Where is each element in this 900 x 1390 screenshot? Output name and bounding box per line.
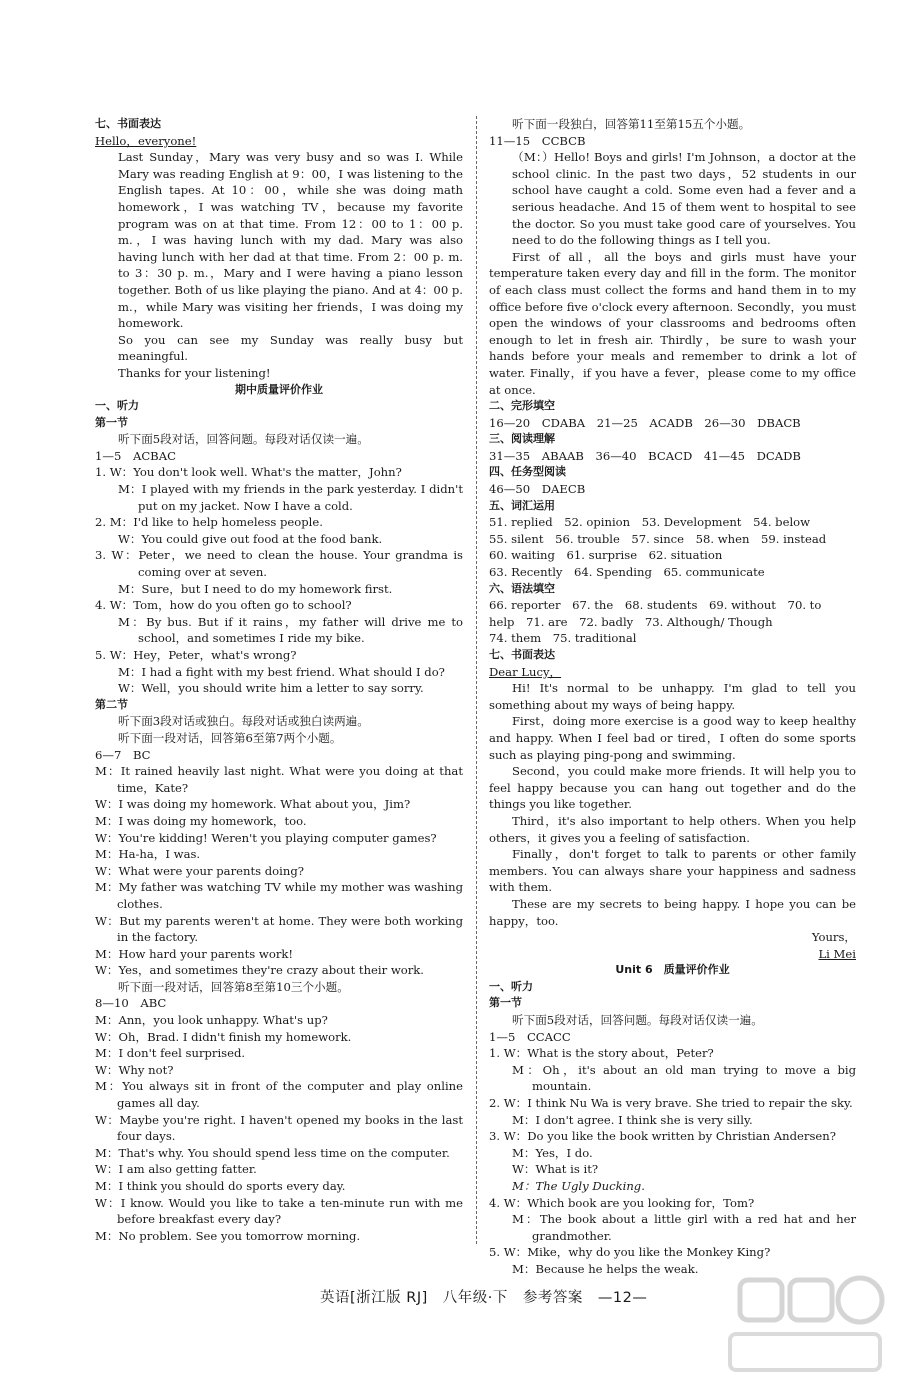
section-heading: 一、听力 xyxy=(95,399,139,413)
dialogue-line: M：Oh，it's about an old man trying to move a big mountain. xyxy=(512,1062,856,1094)
dialogue-line: M：Because he helps the weak. xyxy=(512,1261,699,1276)
letter-paragraph: First，doing more exercise is a good way to keep healthy and happy. When I feel bad or tired，I often do some sports such as playing ping-pong and swimming. xyxy=(489,714,856,762)
unit-title: Unit 6 质量评价作业 xyxy=(615,963,730,977)
dialogue-line: M：Ann，you look unhappy. What's up? xyxy=(95,1013,328,1028)
section-heading: 六、语法填空 xyxy=(489,581,555,595)
essay-text: Last Sunday，Mary was very busy and so was I. While Mary was reading English at 9：00，I was listening to the English tapes. At 10：00，while she was doing math homework，I was watching TV，because my favorite program was on at that time. From 12：00 to 1：00 p. m.，I was having lunch with my dad. Mary was also having lunch with her dad at that time. From 2：00 p. m. to 3：30 p. m.，Mary and I were having a piano lesson together. Both of us like playing the piano. And at 4：00 p. m.，while Mary was visiting her friends，I was doing my homework. xyxy=(118,150,463,331)
instruction: 听下面5段对话，回答问题。每段对话仅读一遍。 xyxy=(512,1013,763,1028)
dialogue-line: M：My father was watching TV while my mother was washing clothes. xyxy=(95,880,463,911)
letter-signature: Li Mei xyxy=(818,946,856,961)
answer-key: 31—35 ABAAB 36—40 BCACD 41—45 DCADB xyxy=(489,448,801,463)
dialogue-line: 1. W：What is the story about，Peter? xyxy=(489,1046,714,1061)
essay-paragraph xyxy=(95,332,463,365)
dialogue-line: 4. W：Which book are you looking for，Tom? xyxy=(489,1195,755,1210)
answer-key: 63. Recently 64. Spending 65. communicate xyxy=(489,565,765,580)
dialogue-line: M：It rained heavily last night. What were you doing at that time，Kate? xyxy=(95,764,463,795)
dialogue-line: 5. W：Mike，why do you like the Monkey King? xyxy=(489,1245,771,1260)
dialogue-line: M：I was doing my homework，too. xyxy=(95,813,307,828)
letter-paragraph: Third，it's also important to help others. When you help others，it gives you a feeling of satisfaction. xyxy=(489,813,856,845)
right-column xyxy=(489,116,856,1278)
answer-key: 1—5 CCACC xyxy=(489,1029,571,1044)
subsection-heading: 第一节 xyxy=(95,415,128,429)
dialogue-line: 5. W：Hey，Peter，what's wrong? xyxy=(95,648,297,662)
answer-key: 16—20 CDABA 21—25 ACADB 26—30 DBACB xyxy=(489,415,801,430)
dialogue-line: W：I am also getting fatter. xyxy=(95,1162,257,1177)
dialogue-line: M：I don't agree. I think she is very silly. xyxy=(512,1112,753,1127)
section-title: 期中质量评价作业 xyxy=(235,382,323,396)
instruction: 听下面5段对话，回答问题。每段对话仅读一遍。 xyxy=(118,432,369,447)
letter-paragraph: These are my secrets to being happy. I hope you can be happy，too. xyxy=(489,896,856,928)
letter-paragraph: Second，you could make more friends. It will help you to feel happy because you can hang out together and do the things you like together. xyxy=(489,764,856,812)
letter-paragraph: Hi! It's normal to be unhappy. I'm glad to tell you something about my ways of being happy. xyxy=(489,681,856,712)
dialogue-line: W：What is it? xyxy=(512,1162,599,1177)
page-footer: 英语[浙江版 RJ] 八年级·下 参考答案 —12— xyxy=(320,1290,648,1306)
dialogue-line: 3. W：Do you like the book written by Christian Andersen? xyxy=(489,1129,836,1144)
dialogue-line: M：By bus. But if it rains，my father will drive me to school，and sometimes I ride my bike. xyxy=(118,614,463,646)
dialogue-line: M：I played with my friends in the park yesterday. I didn't put on my jacket. Now I have a cold. xyxy=(118,482,463,513)
dialogue-line: W：Maybe you're right. I haven't opened my books in the last four days. xyxy=(95,1112,463,1144)
salutation: Hello，everyone! xyxy=(95,133,197,148)
answer-key: 46—50 DAECB xyxy=(489,482,586,497)
answer-key: 66. reporter 67. the 68. students 69. without 70. to xyxy=(489,598,822,613)
section-heading: 二、完形填空 xyxy=(489,399,555,413)
dialogue-line: W：Oh，Brad. I didn't finish my homework. xyxy=(95,1029,352,1044)
dialogue-line: 3. W：Peter，we need to clean the house. Your grandma is coming over at seven. xyxy=(95,548,463,580)
instruction: 听下面3段对话或独白。每段对话或独白读两遍。 xyxy=(118,714,369,729)
essay-closing: Thanks for your listening! xyxy=(118,365,271,380)
dialogue-line: M：The book about a little girl with a red hat and her grandmother. xyxy=(512,1212,856,1243)
dialogue-line: M：I don't feel surprised. xyxy=(95,1046,246,1061)
section-heading: 一、听力 xyxy=(489,979,533,993)
letter-closing: Yours， xyxy=(811,930,856,945)
answer-key: 60. waiting 61. surprise 62. situation xyxy=(489,548,723,563)
dialogue-line: M：Ha-ha，I was. xyxy=(95,847,201,862)
dialogue-line: W：Why not? xyxy=(95,1062,174,1077)
left-column xyxy=(95,116,463,1244)
essay-text: So you can see my Sunday was really busy but meaningful. xyxy=(118,332,463,364)
column-divider xyxy=(476,116,477,1244)
dialogue-line: M：You always sit in front of the computer and play online games all day. xyxy=(95,1079,463,1111)
section-heading: 三、阅读理解 xyxy=(489,432,555,446)
dialogue-line: M：Yes，I do. xyxy=(512,1145,593,1160)
answer-key: 1—5 ACBAC xyxy=(95,448,176,463)
dialogue-line: M：The Ugly Ducking. xyxy=(512,1179,645,1193)
section-heading: 四、任务型阅读 xyxy=(489,465,566,479)
answer-key: 11—15 CCBCB xyxy=(489,133,586,148)
dialogue-line: M：I think you should do sports every day. xyxy=(95,1179,346,1193)
salutation: Dear Lucy， xyxy=(489,664,562,679)
answer-key: 8—10 ABC xyxy=(95,996,167,1011)
instruction: 听下面一段对话，回答第6至第7两个小题。 xyxy=(118,730,342,745)
dialogue-line: W：But my parents weren't at home. They were both working in the factory. xyxy=(95,913,463,945)
dialogue-line: W：Well，you should write him a letter to say sorry. xyxy=(118,681,424,696)
subsection-heading: 第一节 xyxy=(489,996,522,1010)
subsection-heading: 第二节 xyxy=(95,697,128,711)
dialogue-line: W：Yes，and sometimes they're crazy about their work. xyxy=(95,963,424,978)
monologue-paragraph: First of all，all the boys and girls must have your temperature taken every day and fill in the form. The monitor of each class must collect the forms and hand them in to my office before five o'clock every afternoon. Secondly，you must open the windows of your classrooms and bedrooms often enough to let in fresh air. Thirdly，be sure to wash your hands before your meals and remember to drink a lot of water. Finally，if you have a fever，please come to my office at once. xyxy=(489,249,856,397)
monologue-text: （M：）Hello! Boys and girls! I'm Johnson，a doctor at the school clinic. In the past two days，52 students in our school have caught a cold. Some even had a fever and a serious headache. And 15 of them went to hospital to see the doctor. So you must take good care of yourselves. You need to do the following things as I tell you. xyxy=(512,150,856,248)
dialogue-line: 2. W：I think Nu Wa is very brave. She tried to repair the sky. xyxy=(489,1096,853,1111)
dialogue-line: M：Sure，but I need to do my homework first. xyxy=(118,581,393,596)
monologue-paragraph xyxy=(489,149,856,249)
dialogue-line: 2. M：I'd like to help homeless people. xyxy=(95,515,323,530)
answer-key: 51. replied 52. opinion 53. Development 54. below xyxy=(489,515,811,530)
instruction: 听下面一段对话，回答第8至第10三个小题。 xyxy=(118,979,349,994)
dialogue-line: W：What were your parents doing? xyxy=(95,863,304,878)
dialogue-line: M：No problem. See you tomorrow morning. xyxy=(95,1228,361,1243)
dialogue-line: W：You could give out food at the food bank. xyxy=(118,531,383,546)
dialogue-line: 4. W：Tom，how do you often go to school? xyxy=(95,598,352,613)
dialogue-line: M：How hard your parents work! xyxy=(95,946,294,961)
dialogue-line: W：You're kidding! Weren't you playing computer games? xyxy=(95,830,437,845)
letter-paragraph: Finally，don't forget to talk to parents or other family members. You can always share your happiness and sadness with them. xyxy=(489,847,856,895)
section-heading: 五、词汇运用 xyxy=(489,498,555,512)
watermark-logo xyxy=(720,1272,890,1382)
dialogue-line: W：I was doing my homework. What about you，Jim? xyxy=(95,797,411,812)
essay-paragraph xyxy=(95,149,463,332)
instruction: 听下面一段独白，回答第11至第15五个小题。 xyxy=(512,117,751,131)
dialogue-line: 1. W：You don't look well. What's the matter，John? xyxy=(95,465,402,480)
dialogue-line: M：That's why. You should spend less time on the computer. xyxy=(95,1145,450,1160)
answer-key: 74. them 75. traditional xyxy=(489,631,637,646)
section-heading: 七、书面表达 xyxy=(489,648,555,661)
answer-key: 55. silent 56. trouble 57. since 58. when 59. instead xyxy=(489,531,827,546)
answer-key: help 71. are 72. badly 73. Although/ Though xyxy=(489,614,773,629)
dialogue-line: M：I had a fight with my best friend. What should I do? xyxy=(118,664,445,679)
section-heading: 七、书面表达 xyxy=(95,117,161,130)
dialogue-line: W：I know. Would you like to take a ten-minute run with me before breakfast every day? xyxy=(95,1195,463,1227)
answer-key: 6—7 BC xyxy=(95,747,151,762)
